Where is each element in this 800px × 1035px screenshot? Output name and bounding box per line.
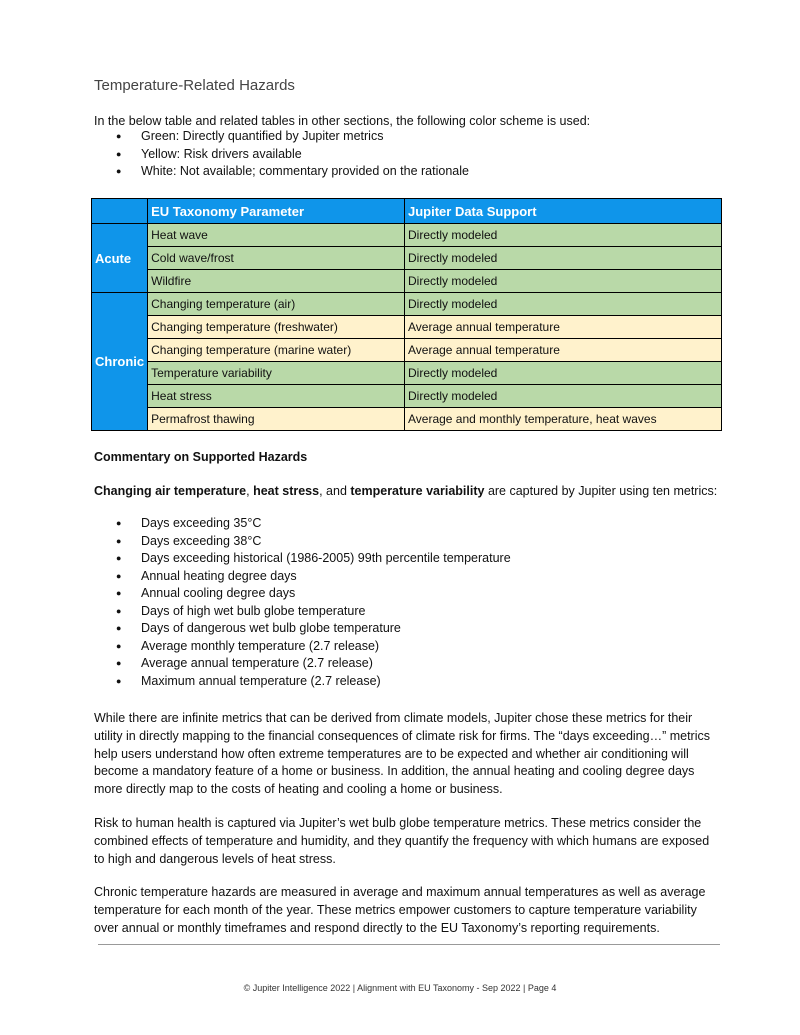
lead-text-1: ,	[246, 484, 254, 498]
list-item: ● Days exceeding 35°C	[94, 515, 511, 533]
parameter-cell: Cold wave/frost	[148, 247, 405, 270]
metrics-lead-text	[94, 484, 717, 498]
group-label-chronic: Chronic	[92, 293, 148, 431]
support-cell: Directly modeled	[404, 293, 721, 316]
list-item: ● Maximum annual temperature (2.7 release)	[94, 673, 511, 691]
list-item: ● Days of high wet bulb globe temperature	[94, 603, 511, 621]
parameter-cell: Changing temperature (freshwater)	[148, 316, 405, 339]
table-row	[92, 293, 722, 316]
header-eu-taxonomy-parameter: EU Taxonomy Parameter	[148, 199, 405, 224]
table-row	[92, 339, 722, 362]
table-row	[92, 362, 722, 385]
list-item: ● Days exceeding historical (1986-2005) 99th percentile temperature	[94, 550, 511, 568]
paragraph-metrics-rationale: While there are infinite metrics that can be derived from climate models, Jupiter chose these metrics for their utility in directly mapping to the financial consequences of climate risk for firms. The “days exceeding…” metrics help users understand how often extreme temperatures are to be expected and whether air conditioning will become a mandatory feature of a home or business. In addition, the annual heating and cooling degree days more directly map to the costs of heating and cooling a home or business.	[94, 711, 710, 797]
list-item: ● Average annual temperature (2.7 release)	[94, 655, 511, 673]
support-cell: Directly modeled	[404, 224, 721, 247]
parameter-cell: Heat stress	[148, 385, 405, 408]
lead-bold-heat-stress: heat stress	[253, 484, 320, 498]
parameter-cell: Changing temperature (air)	[148, 293, 405, 316]
table-row	[92, 316, 722, 339]
table-row	[92, 270, 722, 293]
lead-bold-temperature-variability: temperature variability	[350, 484, 485, 498]
support-cell: Directly modeled	[404, 270, 721, 293]
lead-text-2: , and	[319, 484, 351, 498]
lead-bold-air-temperature: Changing air temperature	[94, 484, 247, 498]
list-item: ● Average monthly temperature (2.7 release)	[94, 638, 511, 656]
header-jupiter-data-support: Jupiter Data Support	[404, 199, 721, 224]
group-label-acute: Acute	[92, 224, 148, 293]
parameter-cell: Changing temperature (marine water)	[148, 339, 405, 362]
list-item: ● Annual heating degree days	[94, 568, 511, 586]
paragraph-human-health: Risk to human health is captured via Jupiter’s wet bulb globe temperature metrics. These metrics consider the combined effects of temperature and humidity, and they quantify the frequency with which humans are exposed to high and dangerous levels of heat stress.	[94, 816, 710, 866]
parameter-cell: Temperature variability	[148, 362, 405, 385]
legend-item-green: ● Green: Directly quantified by Jupiter metrics	[94, 128, 469, 146]
lead-text-3: are captured by Jupiter using ten metrics:	[484, 484, 718, 498]
parameter-cell: Heat wave	[148, 224, 405, 247]
support-cell: Directly modeled	[404, 247, 721, 270]
footer-divider	[98, 944, 720, 945]
legend-item-white: ● White: Not available; commentary provided on the rationale	[94, 163, 469, 181]
legend-item-yellow: ● Yellow: Risk drivers available	[94, 146, 469, 164]
commentary-heading: Commentary on Supported Hazards	[94, 450, 308, 464]
parameter-cell: Permafrost thawing	[148, 408, 405, 431]
support-cell: Average annual temperature	[404, 339, 721, 362]
support-cell: Average annual temperature	[404, 316, 721, 339]
table-header-row	[92, 199, 722, 224]
page-footer: © Jupiter Intelligence 2022 | Alignment with EU Taxonomy - Sep 2022 | Page 4	[243, 983, 557, 993]
list-item: ● Days exceeding 38°C	[94, 533, 511, 551]
support-cell: Directly modeled	[404, 385, 721, 408]
table-row	[92, 385, 722, 408]
support-cell: Directly modeled	[404, 362, 721, 385]
hazards-table	[91, 198, 722, 431]
section-title: Temperature-Related Hazards	[94, 77, 295, 94]
metrics-list	[94, 515, 511, 690]
table-row	[92, 224, 722, 247]
parameter-cell: Wildfire	[148, 270, 405, 293]
support-cell: Average and monthly temperature, heat waves	[404, 408, 721, 431]
table-row	[92, 408, 722, 431]
intro-text: In the below table and related tables in other sections, the following color scheme is used:	[94, 114, 591, 128]
header-blank-cell	[92, 199, 148, 224]
paragraph-chronic-hazards: Chronic temperature hazards are measured in average and maximum annual temperatures as well as average temperature for each month of the year. These metrics empower customers to capture temperature variability over annual or monthly timeframes and respond directly to the EU Taxonomy’s reporting requirements.	[94, 885, 706, 935]
list-item: ● Days of dangerous wet bulb globe temperature	[94, 620, 511, 638]
color-legend-list	[94, 128, 469, 181]
table-row	[92, 247, 722, 270]
list-item: ● Annual cooling degree days	[94, 585, 511, 603]
